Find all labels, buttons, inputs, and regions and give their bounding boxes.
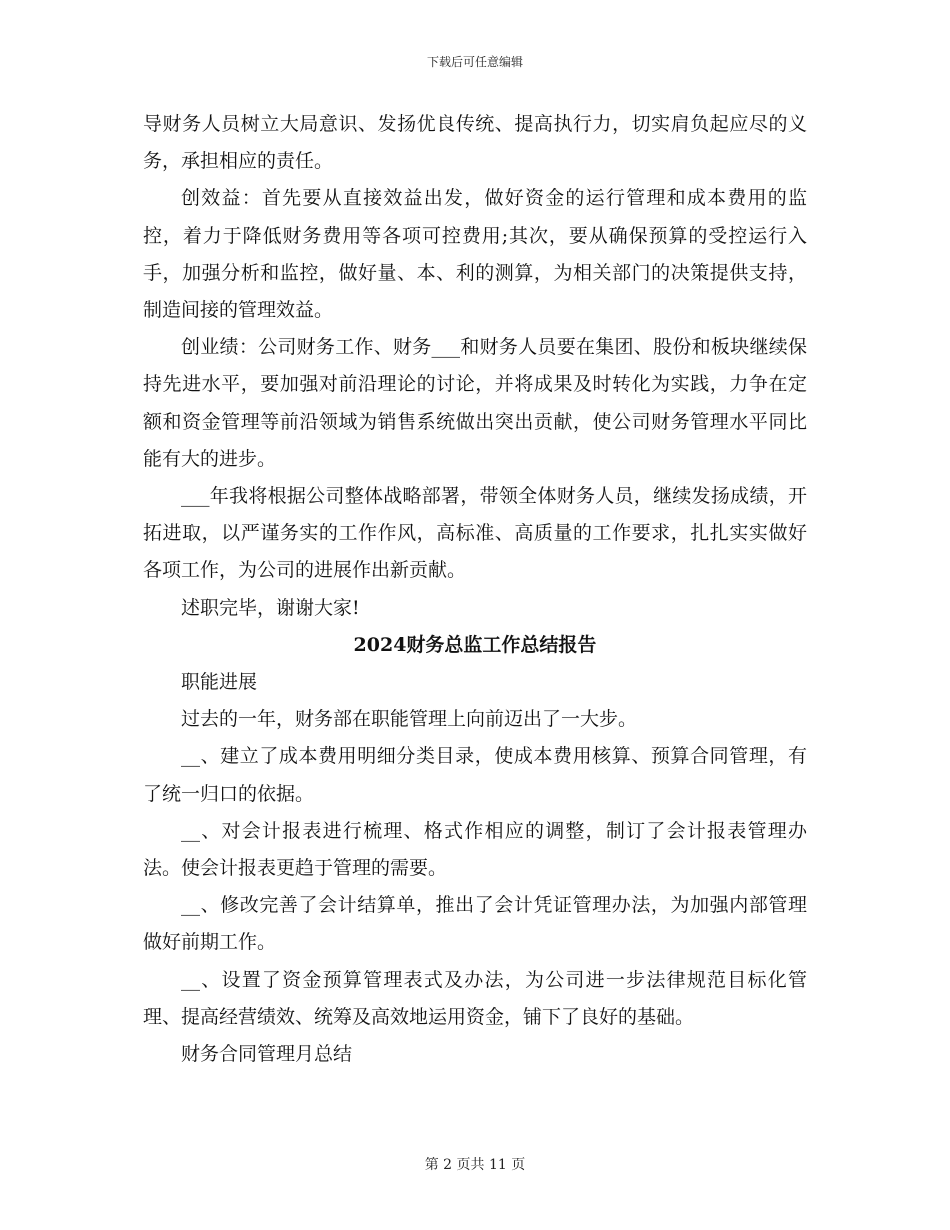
list-item-report-format: __、对会计报表进行梳理、格式作相应的调整，制订了会计报表管理办法。使会计报表更趋于管理的需要。	[143, 819, 807, 880]
subheading-contract-summary: 财务合同管理月总结	[181, 1043, 353, 1066]
paragraph-closing: 述职完毕，谢谢大家!	[181, 596, 360, 619]
document-body	[143, 106, 807, 1073]
paragraph-continuation: 导财务人员树立大局意识、发扬优良传统、提高执行力，切实肩负起应尽的义务，承担相应的责任。	[143, 113, 807, 173]
page-footer: 第 2 页共 11 页	[424, 1157, 526, 1173]
paragraph-create-performance: 创业绩：公司财务工作、财务___和财务人员要在集团、股份和板块继续保持先进水平，要加强对前沿理论的讨论，并将成果及时转化为实践，力争在定额和资金管理等前沿领域为销售系统做出突出贡献，使公司财务管理水平同比能有大的进步。	[143, 336, 807, 470]
paragraph-past-year: 过去的一年，财务部在职能管理上向前迈出了一大步。	[181, 708, 638, 731]
page-header: 下载后可任意编辑	[426, 55, 523, 69]
list-item-fund-budget: __、设置了资金预算管理表式及办法，为公司进一步法律规范目标化管理、提高经营绩效、统筹及高效地运用资金，铺下了良好的基础。	[143, 968, 807, 1028]
subheading-function-progress: 职能进展	[181, 671, 258, 694]
paragraph-create-benefit: 创效益：首先要从直接效益出发，做好资金的运行管理和成本费用的监控，着力于降低财务费用等各项可控费用;其次，要从确保预算的受控运行入手，加强分析和监控，做好量、本、利的测算，为相关部门的决策提供支持，制造间接的管理效益。	[143, 187, 807, 322]
list-item-settlement: __、修改完善了会计结算单，推出了会计凭证管理办法，为加强内部管理做好前期工作。	[143, 894, 807, 954]
paragraph-year-plan: ___年我将根据公司整体战略部署，带领全体财务人员，继续发扬成绩，开拓进取，以严谨务实的工作作风，高标准、高质量的工作要求，扎扎实实做好各项工作，为公司的进展作出新贡献。	[143, 485, 807, 582]
section-title: 2024财务总监工作总结报告	[353, 633, 597, 656]
list-item-cost-catalog: __、建立了成本费用明细分类目录，使成本费用核算、预算合同管理，有了统一归口的依据。	[143, 745, 807, 805]
